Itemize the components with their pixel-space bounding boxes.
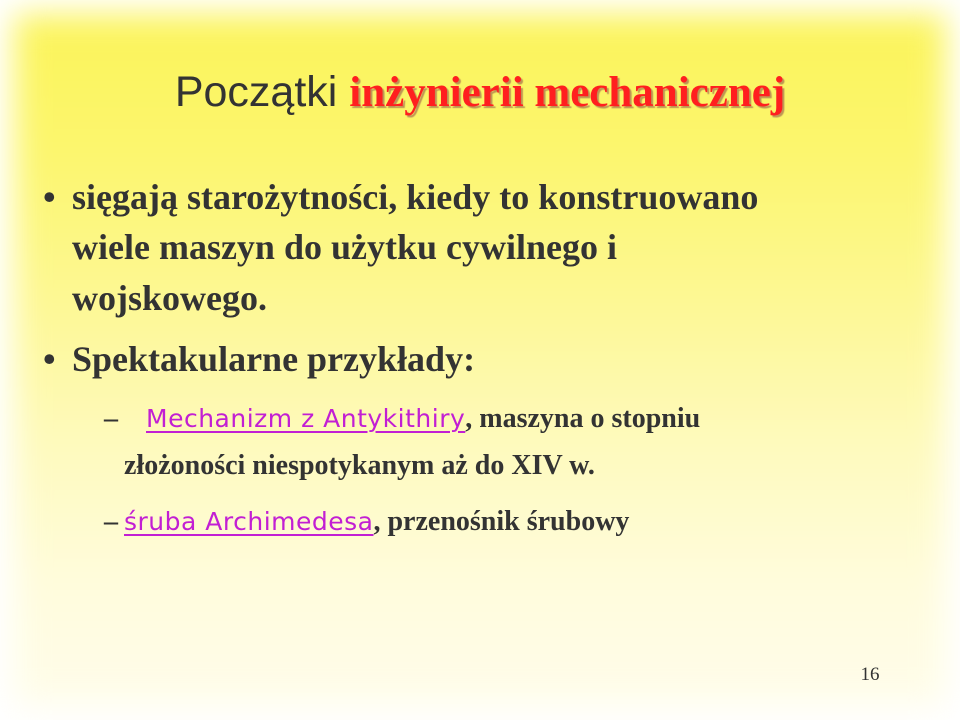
- page-number: 16: [860, 664, 880, 685]
- sub-item-1-line-2: złożoności niespotykanym aż do XIV w.: [124, 450, 595, 481]
- sub-item-dash: –: [104, 403, 118, 434]
- antikythera-link[interactable]: Mechanizm z Antykithiry: [146, 404, 466, 433]
- title-plain: Początki: [174, 68, 338, 116]
- sub-item-dash: –: [104, 506, 118, 537]
- bullet-marker: •: [43, 339, 56, 379]
- bullet-2-text: Spektakularne przykłady:: [72, 339, 476, 379]
- sub-item-1-rest: , maszyna o stopniu: [465, 403, 701, 434]
- title-emphasis: inżynierii mechanicznej: [349, 69, 786, 116]
- sub-item-1-line-1: [146, 394, 926, 444]
- sub-item-2-rest: , przenośnik śrubowy: [373, 506, 630, 537]
- bullet-1-line-2: wiele maszyn do użytku cywilnego i: [72, 227, 617, 267]
- archimedes-screw-link[interactable]: śruba Archimedesa: [124, 507, 374, 536]
- sub-item-2-line-1: [124, 497, 904, 547]
- bullet-1-line-3: wojskowego.: [72, 278, 267, 318]
- bullet-marker: •: [43, 177, 56, 217]
- bullet-1-line-1: sięgają starożytności, kiedy to konstruowano: [72, 177, 759, 217]
